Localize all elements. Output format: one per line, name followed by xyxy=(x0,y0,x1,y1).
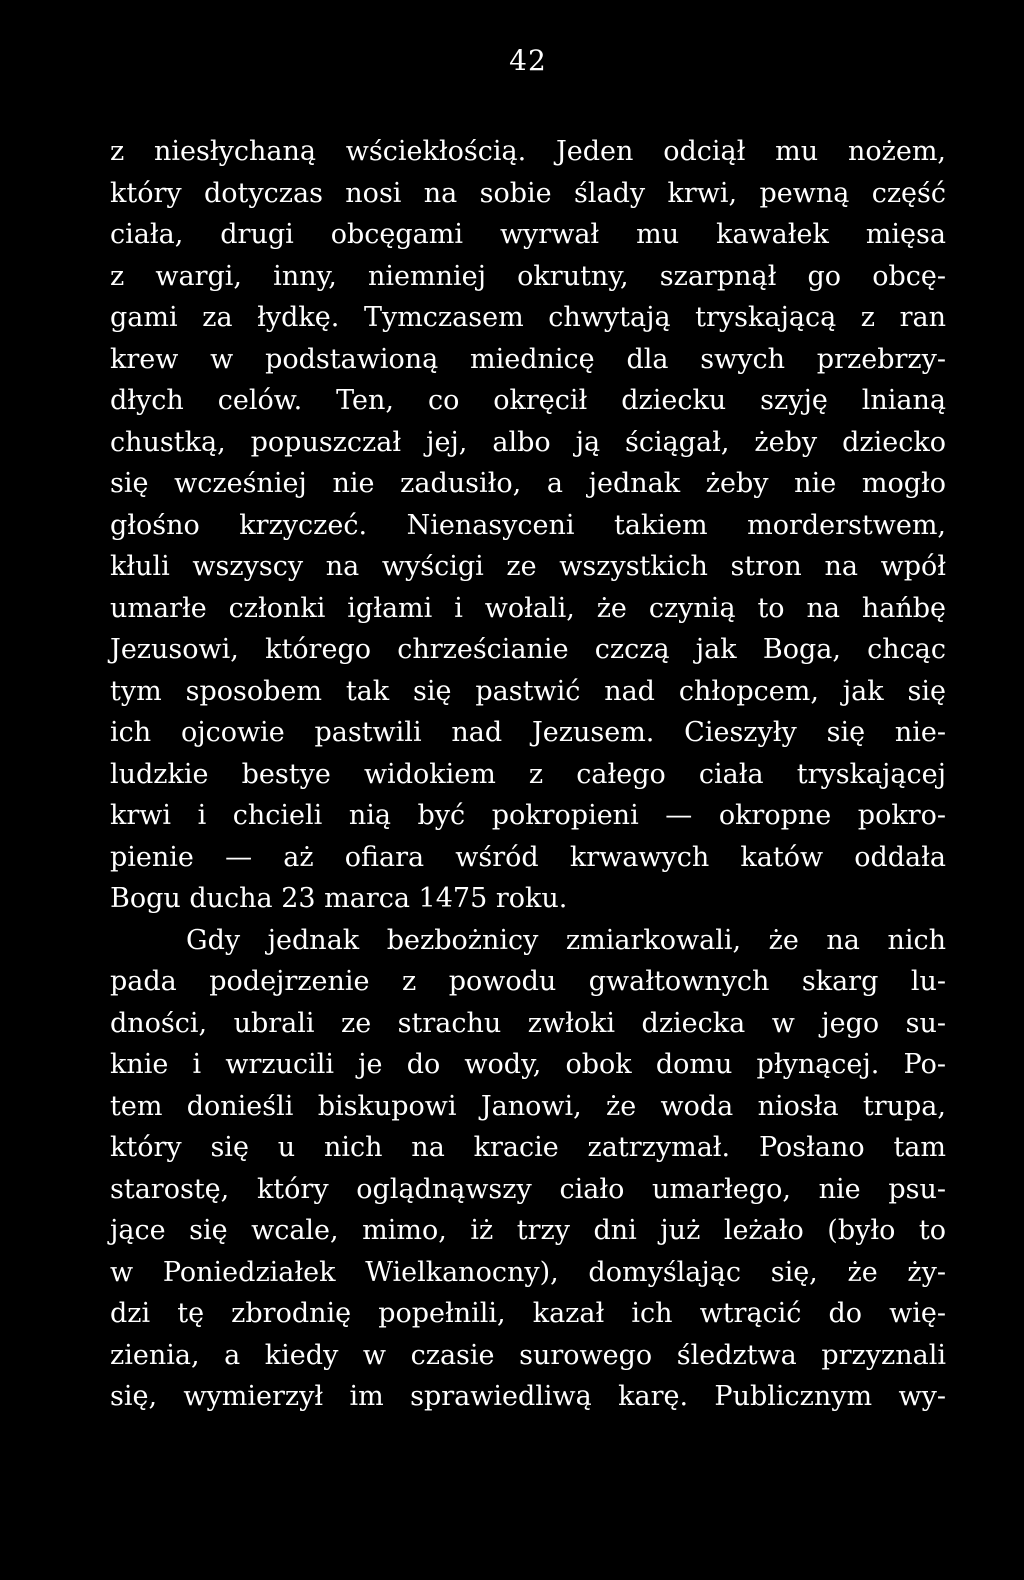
text-line: umarłe członki igłami i wołali, że czynią to na hańbę xyxy=(110,592,946,624)
text-line: ich ojcowie pastwili nad Jezusem. Cieszyły się nie- xyxy=(110,717,946,748)
text-line: chustką, popuszczał jej, albo ją ściągał, żeby dziecko xyxy=(110,426,946,458)
text-line: z niesłychaną wściekłością. Jeden odciął mu nożem, xyxy=(110,136,946,167)
text-line: tym sposobem tak się pastwić nad chłopcem, jak się xyxy=(110,675,946,707)
text-line: ciała, drugi obcęgami wyrwał mu kawałek mięsa xyxy=(110,219,946,250)
text-line: tem donieśli biskupowi Janowi, że woda niosła trupa, xyxy=(110,1090,946,1122)
text-line: Jezusowi, którego chrześcianie czczą jak Boga, chcąc xyxy=(110,634,946,665)
text-line: który dotyczas nosi na sobie ślady krwi, pewną część xyxy=(110,177,946,209)
body-text xyxy=(110,131,946,1418)
text-line: zienia, a kiedy w czasie surowego śledztwa przyznali xyxy=(110,1339,946,1371)
text-line: dłych celów. Ten, co okręcił dziecku szyję lnianą xyxy=(110,385,946,416)
text-line: się, wymierzył im sprawiedliwą karę. Publicznym wy- xyxy=(110,1381,946,1412)
text-line: z wargi, inny, niemniej okrutny, szarpnął go obcę- xyxy=(110,260,946,292)
paragraph-end-line: Bogu ducha 23 marca 1475 roku. xyxy=(110,883,568,914)
text-line: w Poniedziałek Wielkanocny), domyślając się, że ży- xyxy=(110,1256,946,1288)
text-line: starostę, który oglądnąwszy ciało umarłego, nie psu- xyxy=(110,1173,946,1205)
page-number: 42 xyxy=(509,44,547,77)
text-line: który się u nich na kracie zatrzymał. Posłano tam xyxy=(110,1132,946,1163)
text-line: krew w podstawioną miednicę dla swych przebrzy- xyxy=(110,343,946,375)
text-line: ludzkie bestye widokiem z całego ciała tryskającej xyxy=(110,758,946,790)
text-line: dności, ubrali ze strachu zwłoki dziecka w jego su- xyxy=(110,1007,946,1039)
text-line: pada podejrzenie z powodu gwałtownych skarg lu- xyxy=(110,966,946,997)
text-line: knie i wrzucili je do wody, obok domu płynącej. Po- xyxy=(110,1049,946,1080)
text-line: kłuli wszyscy na wyścigi ze wszystkich stron na wpół xyxy=(110,551,946,582)
text-line: głośno krzyczeć. Nienasyceni takiem morderstwem, xyxy=(110,509,946,541)
text-line: się wcześniej nie zadusiło, a jednak żeby nie mogło xyxy=(110,468,946,499)
paragraph-start-line: Gdy jednak bezbożnicy zmiarkowali, że na nich xyxy=(186,924,946,956)
text-line: dzi tę zbrodnię popełnili, kazał ich wtrącić do wię- xyxy=(110,1298,946,1329)
text-line: jące się wcale, mimo, iż trzy dni już leżało (było to xyxy=(110,1215,946,1246)
text-line: gami za łydkę. Tymczasem chwytają tryskającą z ran xyxy=(110,302,946,333)
text-line: pienie — aż ofiara wśród krwawych katów oddała xyxy=(110,841,946,873)
text-line: krwi i chcieli nią być pokropieni — okropne pokro- xyxy=(110,800,946,831)
